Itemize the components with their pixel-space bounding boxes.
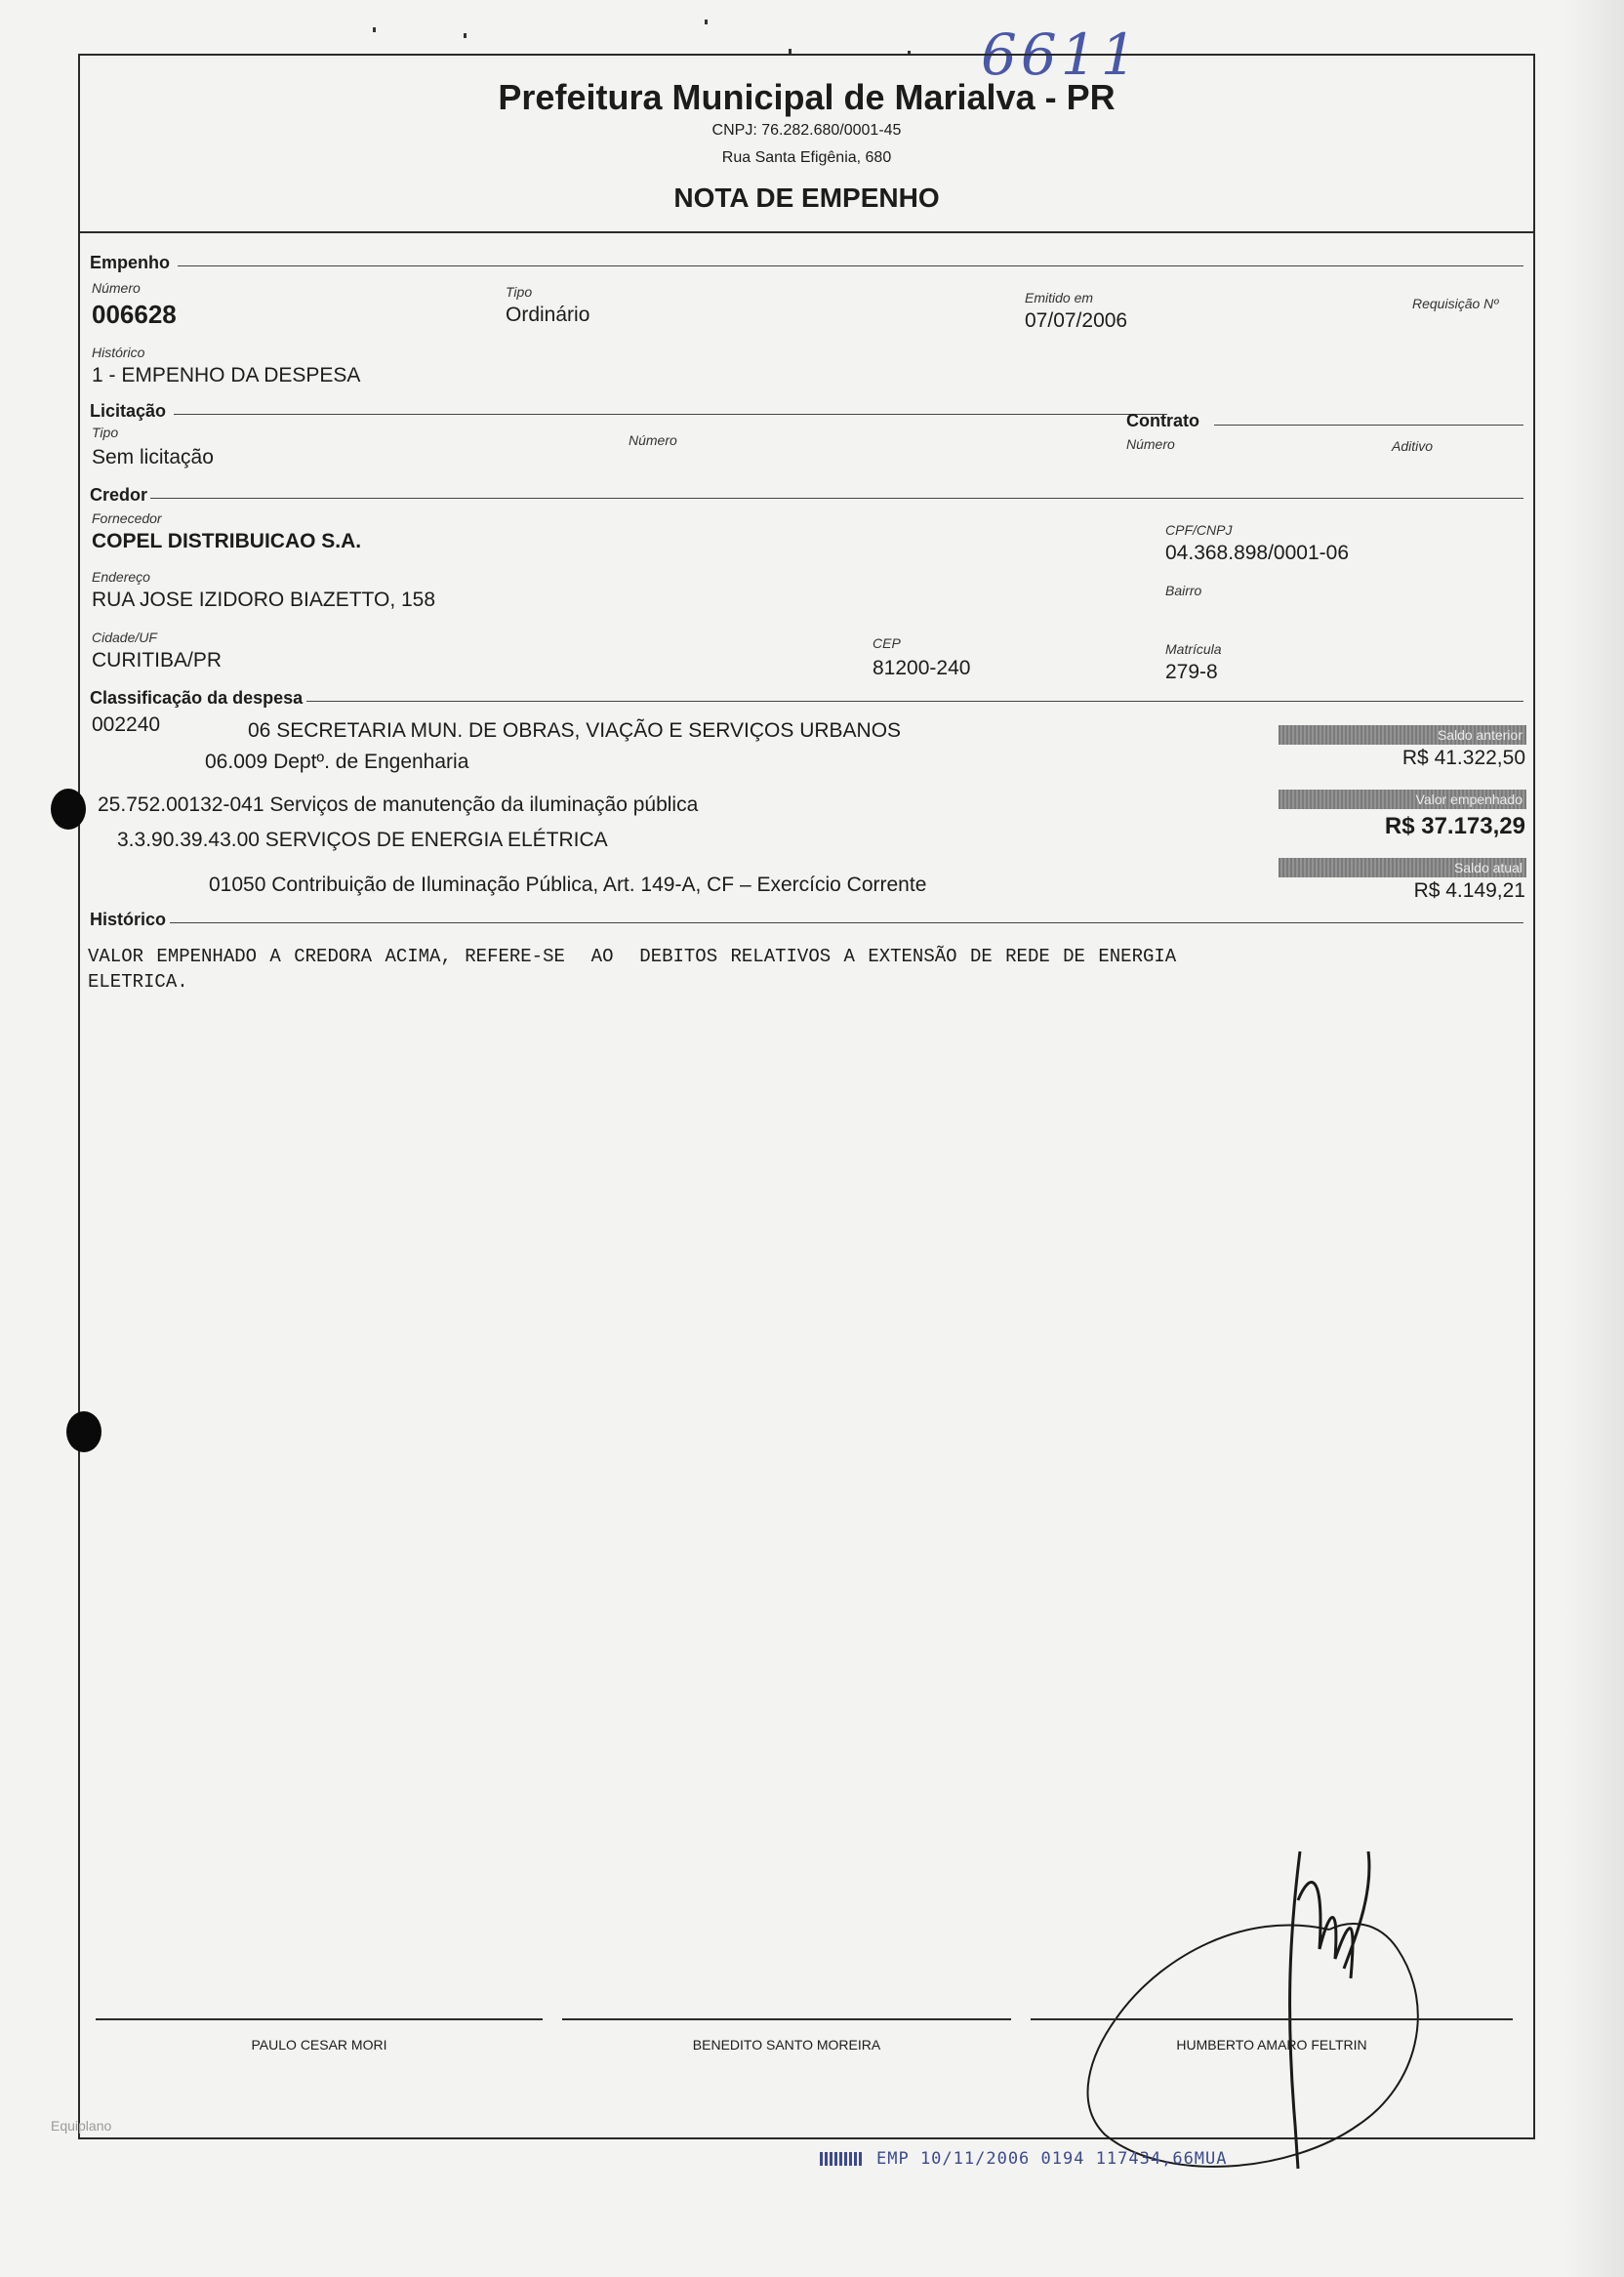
cidade-label: Cidade/UF <box>92 630 157 645</box>
licitacao-numero-label: Número <box>629 432 677 448</box>
cpf-cnpj-value: 04.368.898/0001-06 <box>1165 542 1350 564</box>
contrato-numero-label: Número <box>1126 436 1175 452</box>
section-contrato: Contrato <box>1126 411 1199 430</box>
empenho-numero-value: 006628 <box>92 300 177 329</box>
section-classificacao: Classificação da despesa <box>90 688 304 708</box>
scan-edge-shadow <box>1565 0 1624 2277</box>
section-rule <box>170 922 1523 923</box>
document-title: NOTA DE EMPENHO <box>673 183 940 213</box>
scan-speck <box>705 20 708 24</box>
endereco-label: Endereço <box>92 569 150 585</box>
handwritten-signature <box>1046 1812 1476 2193</box>
classificacao-code: 002240 <box>92 713 161 736</box>
signature-name-1: PAULO CESAR MORI <box>251 2037 387 2053</box>
empenho-historico-value: 1 - EMPENHO DA DESPESA <box>92 364 361 386</box>
cidade-value: CURITIBA/PR <box>92 649 223 671</box>
valor-empenhado-value: R$ 37.173,29 <box>1384 813 1525 839</box>
fornecedor-value: COPEL DISTRIBUICAO S.A. <box>92 530 362 552</box>
saldo-anterior-value: R$ 41.322,50 <box>1401 747 1525 769</box>
fonte-value: 01050 Contribuição de Iluminação Pública, Art. 149-A, CF – Exercício Corrente <box>209 874 927 896</box>
punch-hole <box>51 789 86 830</box>
empenho-tipo-value: Ordinário <box>506 304 590 326</box>
scan-speck <box>464 33 467 38</box>
municipality-address: Rua Santa Efigênia, 680 <box>721 149 892 166</box>
historico-text: VALOR EMPENHADO A CREDORA ACIMA, REFERE-SE AO DEBITOS RELATIVOS A EXTENSÃO DE REDE DE ENERGIA ELETRICA. <box>88 946 1177 993</box>
section-historico: Histórico <box>90 910 167 929</box>
signature-name-2: BENEDITO SANTO MOREIRA <box>692 2037 881 2053</box>
requisicao-label: Requisição Nº <box>1412 296 1499 311</box>
matricula-label: Matrícula <box>1165 641 1222 657</box>
section-rule <box>1214 425 1523 426</box>
section-credor: Credor <box>90 485 148 505</box>
cep-value: 81200-240 <box>873 657 971 679</box>
stamp-text: EMP 10/11/2006 0194 117434,66MUA <box>876 2149 1228 2169</box>
secretaria-value: 06 SECRETARIA MUN. DE OBRAS, VIAÇÃO E SERVIÇOS URBANOS <box>248 719 902 742</box>
emitido-label: Emitido em <box>1025 290 1094 305</box>
software-footer: Equiplano <box>51 2118 112 2134</box>
document-frame <box>51 54 1535 2139</box>
projeto-value: 25.752.00132-041 Serviços de manutenção da iluminação pública <box>98 793 699 816</box>
header-divider <box>80 231 1533 233</box>
municipality-title: Prefeitura Municipal de Marialva - PR <box>498 77 1116 117</box>
document-header <box>80 56 1533 229</box>
section-rule <box>178 265 1523 266</box>
punch-hole <box>66 1411 102 1452</box>
saldo-anterior-label: Saldo anterior <box>1279 725 1526 745</box>
scan-speck <box>373 27 376 32</box>
stamp-logo-icon <box>820 2152 863 2166</box>
saldo-atual-value: R$ 4.149,21 <box>1413 879 1525 902</box>
handwritten-page-number: 6611 <box>981 21 1141 88</box>
valor-empenhado-label: Valor empenhado <box>1279 790 1526 809</box>
bairro-label: Bairro <box>1165 583 1202 598</box>
empenho-numero-label: Número <box>92 280 141 296</box>
signature-line <box>96 2018 543 2020</box>
section-licitacao: Licitação <box>90 401 167 421</box>
matricula-value: 279-8 <box>1165 661 1218 683</box>
signature-name-3: HUMBERTO AMARO FELTRIN <box>1176 2037 1367 2053</box>
licitacao-tipo-label: Tipo <box>92 425 119 440</box>
licitacao-tipo-value: Sem licitação <box>92 446 214 468</box>
section-rule <box>150 498 1523 499</box>
fornecedor-label: Fornecedor <box>92 510 162 526</box>
empenho-historico-label: Histórico <box>92 345 145 360</box>
empenho-tipo-label: Tipo <box>506 284 533 300</box>
cpf-cnpj-label: CPF/CNPJ <box>1165 522 1233 538</box>
section-rule <box>174 414 1167 415</box>
departamento-value: 06.009 Deptº. de Engenharia <box>205 751 469 773</box>
section-rule <box>306 701 1523 702</box>
emitido-value: 07/07/2006 <box>1025 309 1128 332</box>
saldo-atual-label: Saldo atual <box>1279 858 1526 877</box>
elemento-value: 3.3.90.39.43.00 SERVIÇOS DE ENERGIA ELÉTRICA <box>117 829 608 851</box>
section-empenho: Empenho <box>90 253 171 272</box>
endereco-value: RUA JOSE IZIDORO BIAZETTO, 158 <box>92 589 436 611</box>
signature-line <box>562 2018 1011 2020</box>
protocol-stamp <box>820 2149 1228 2169</box>
signature-line <box>1031 2018 1513 2020</box>
cep-label: CEP <box>873 635 901 651</box>
municipality-cnpj: CNPJ: 76.282.680/0001-45 <box>711 122 902 139</box>
contrato-aditivo-label: Aditivo <box>1392 438 1434 454</box>
